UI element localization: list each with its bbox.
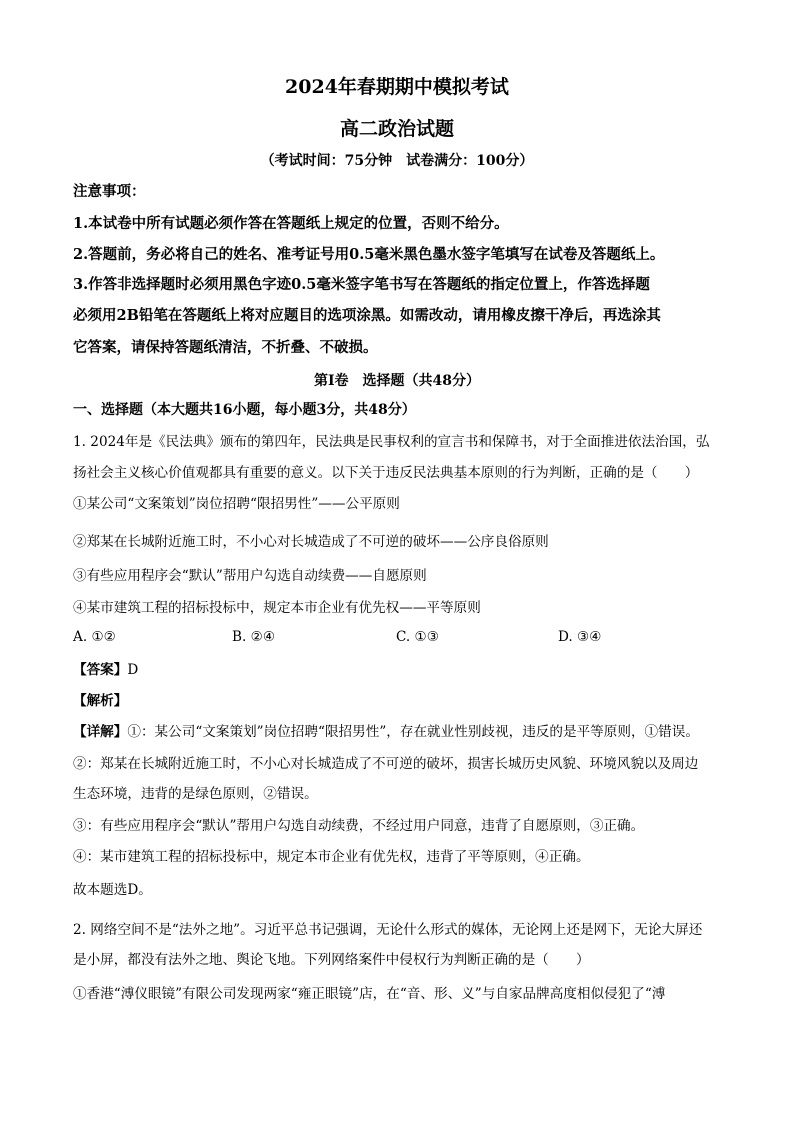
- q1-detail-line2: ②：郑某在长城附近施工时，不小心对长城造成了不可逆的破坏，损害长城历史风貌、环境风貌以及周边: [73, 756, 699, 772]
- q1-answer-line: [73, 660, 733, 680]
- notice-item-2: 2.答题前，务必将自己的姓名、准考证号用0.5毫米黑色墨水签字笔填写在试卷及答题纸上。: [73, 246, 665, 263]
- q1-statement-2: ②郑某在长城附近施工时，不小心对长城造成了不可逆的破坏——公序良俗原则: [73, 534, 549, 550]
- q1-conclusion: 故本题选D。: [73, 882, 152, 898]
- exam-info: （考试时间：75分钟 试卷满分：100分）: [260, 153, 534, 169]
- analysis-label: 【解析】: [73, 693, 128, 709]
- q1-statement-3: ③有些应用程序会“默认”帮用户勾选自动续费——自愿原则: [73, 568, 427, 584]
- q1-detail-line4: ③：有些应用程序会“默认”帮用户勾选自动续费，不经过用户同意，违背了自愿原则，③正确。: [73, 818, 645, 834]
- q1-detail-line3: 生态环境，违背的是绿色原则，②错误。: [73, 786, 318, 802]
- exam-title: 2024年春期期中模拟考试: [285, 76, 509, 98]
- q1-analysis-line: [73, 691, 733, 711]
- q2-statement-1: ①香港“溥仪眼镜”有限公司发现两家“雍正眼镜”店，在“音、形、义”与自家品牌高度相似侵犯了“溥: [73, 986, 666, 1002]
- notice-item-3-end: 它答案，请保持答题纸清洁，不折叠、不破损。: [73, 339, 378, 356]
- q1-detail-line1: [73, 722, 733, 742]
- q1-statement-1: ①某公司“文案策划”岗位招聘“限招男性”——公平原则: [73, 496, 400, 512]
- q1-stem-line1: 1. 2024年是《民法典》颁布的第四年，民法典是民事权利的宣言书和保障书，对于全面推进依法治国，弘: [73, 434, 710, 450]
- answer-label: 【答案】: [73, 662, 128, 678]
- part1-heading: 第Ⅰ卷 选择题（共48分）: [313, 373, 481, 389]
- q2-stem-line1: 2. 网络空间不是“法外之地”。习近平总书记强调，无论什么形式的媒体，无论网上还是网下，无论大屏还: [73, 922, 703, 938]
- q1-option-c: C. ①③: [396, 629, 439, 645]
- detail-text-1: ①：某公司“文案策划”岗位招聘“限招男性”，存在就业性别歧视，违反的是平等原则，①错误。: [127, 724, 699, 740]
- exam-subject: 高二政治试题: [339, 118, 454, 140]
- notice-heading: 注意事项：: [73, 183, 146, 200]
- notice-item-3-cont: 必须用2B铅笔在答题纸上将对应题目的选项涂黑。如需改动，请用橡皮擦干净后，再选涂其: [73, 307, 661, 324]
- notice-item-3: 3.作答非选择题时必须用黑色字迹0.5毫米签字笔书写在答题纸的指定位置上，作答选择题: [73, 276, 650, 293]
- answer-value: D: [127, 662, 139, 678]
- section-heading: 一、选择题（本大题共16小题，每小题3分，共48分）: [73, 402, 416, 418]
- q1-option-a: A. ①②: [73, 629, 116, 645]
- q1-detail-line5: ④：某市建筑工程的招标投标中，规定本市企业有优先权，违背了平等原则，④正确。: [73, 849, 590, 865]
- notice-item-1: 1.本试卷中所有试题必须作答在答题纸上规定的位置，否则不给分。: [73, 215, 509, 232]
- q2-stem-line2: 是小屏，都没有法外之地、舆论飞地。下列网络案件中侵权行为判断正确的是（ ）: [73, 952, 590, 968]
- detail-label: 【详解】: [73, 724, 128, 740]
- q1-option-b: B. ②④: [232, 629, 276, 645]
- q1-option-d: D. ③④: [558, 629, 602, 645]
- q1-statement-4: ④某市建筑工程的招标投标中，规定本市企业有优先权——平等原则: [73, 600, 481, 616]
- q1-stem-line2: 扬社会主义核心价值观都具有重要的意义。以下关于违反民法典基本原则的行为判断，正确的是（ ）: [73, 465, 699, 481]
